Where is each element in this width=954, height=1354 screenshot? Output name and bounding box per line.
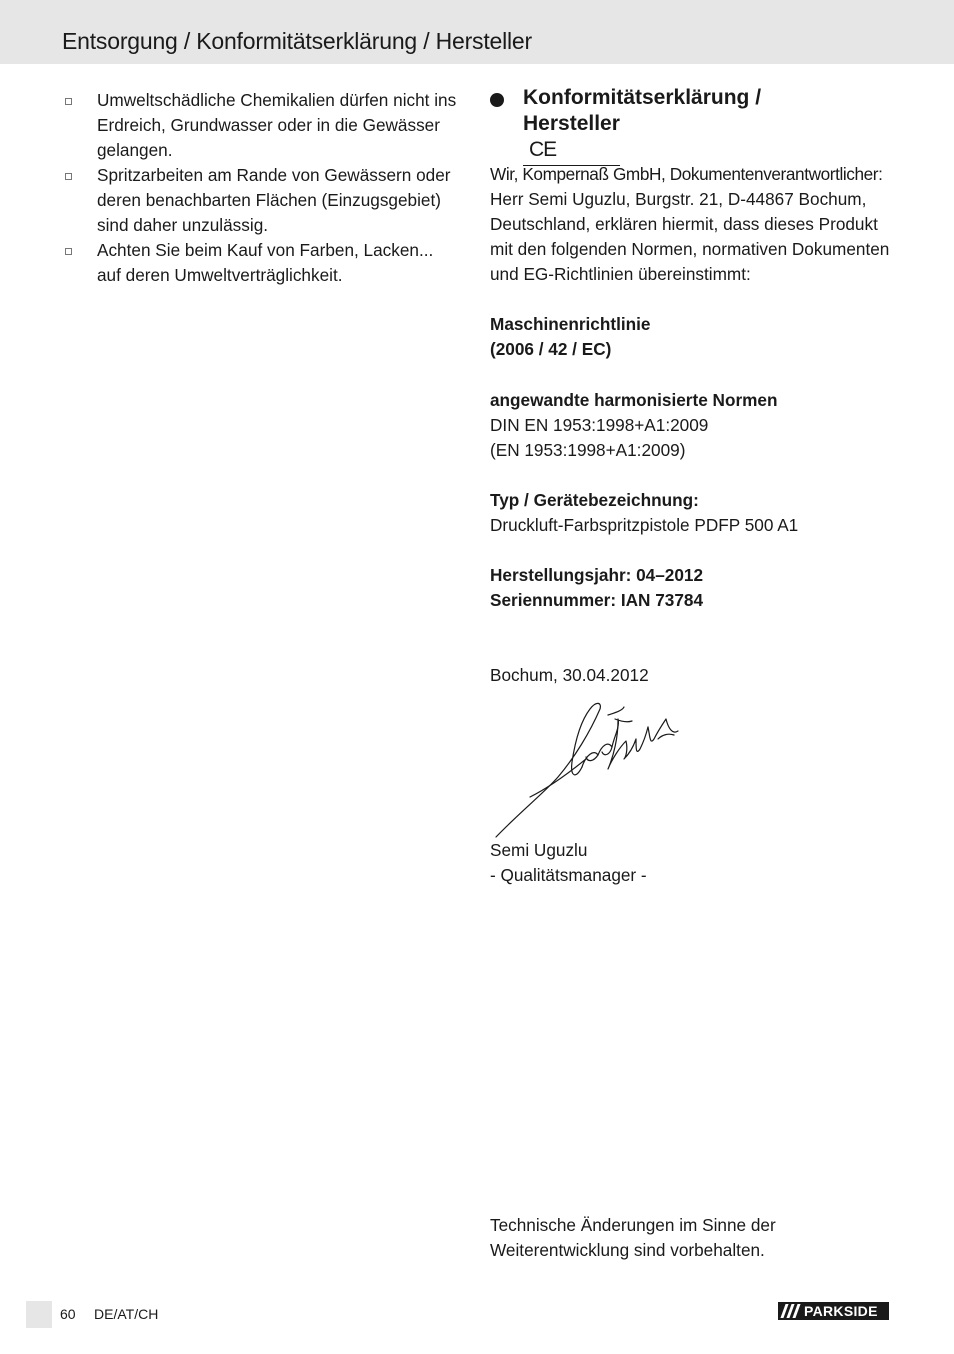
list-item-line: sind daher unzulässig. <box>97 215 269 235</box>
page-number: 60 <box>60 1306 76 1322</box>
declaration-intro <box>490 162 910 287</box>
brand-logo <box>778 1302 889 1320</box>
list-item-line: Erdreich, Grundwasser oder in die Gewässer <box>97 115 440 135</box>
intro-line: mit den folgenden Normen, normativen Dokumenten <box>490 239 890 259</box>
language-code: DE/AT/CH <box>94 1306 159 1322</box>
norms-block <box>490 388 910 463</box>
bullet-dot-icon <box>490 93 504 107</box>
directive-number: (2006 / 42 / EC) <box>490 339 612 359</box>
list-item-line: gelangen. <box>97 140 173 160</box>
brand-name: PARKSIDE <box>804 1303 878 1319</box>
disposal-list <box>62 88 462 288</box>
norm-value: (EN 1953:1998+A1:2009) <box>490 440 686 460</box>
signer-role: - Qualitätsmanager - <box>490 865 647 885</box>
directive-block <box>490 312 910 362</box>
footer-marker <box>26 1301 52 1328</box>
page-title: Entsorgung / Konformitätserklärung / Hersteller <box>62 28 532 54</box>
place-date-block <box>490 663 910 688</box>
square-bullet-icon <box>65 173 72 180</box>
production-year: Herstellungsjahr: 04–2012 <box>490 565 704 585</box>
directive-name: Maschinenrichtlinie <box>490 314 651 334</box>
disclaimer-block <box>490 1213 910 1263</box>
intro-line: Deutschland, erklären hiermit, dass dieses Produkt <box>490 214 878 234</box>
square-bullet-icon <box>65 98 72 105</box>
production-block <box>490 563 910 613</box>
list-item-line: auf deren Umweltverträglichkeit. <box>97 265 343 285</box>
list-item-line: Spritzarbeiten am Rande von Gewässern oder <box>97 165 451 185</box>
ce-mark-icon: CE <box>529 138 557 161</box>
brand-stripes-icon <box>778 1302 802 1320</box>
disposal-section <box>62 88 462 288</box>
heading-line-2 <box>523 111 620 166</box>
disclaimer-line: Technische Änderungen im Sinne der <box>490 1215 776 1235</box>
list-item-line: deren benachbarten Flächen (Einzugsgebiet) <box>97 190 441 210</box>
serial-number: Seriennummer: IAN 73784 <box>490 590 704 610</box>
signer-block <box>490 838 910 888</box>
type-block <box>490 488 910 538</box>
disclaimer-line: Weiterentwicklung sind vorbehalten. <box>490 1240 765 1260</box>
type-value: Druckluft-Farbspritzpistole PDFP 500 A1 <box>490 515 799 535</box>
list-item <box>62 88 462 163</box>
norms-label: angewandte harmonisierte Normen <box>490 390 778 410</box>
signature <box>490 697 700 842</box>
square-bullet-icon <box>65 248 72 255</box>
signer-name: Semi Uguzlu <box>490 840 588 860</box>
intro-line: Wir, Kompernaß GmbH, Dokumentenverantwortlicher: <box>490 164 883 184</box>
list-item-line: Umweltschädliche Chemikalien dürfen nicht ins <box>97 90 457 110</box>
list-item-line: Achten Sie beim Kauf von Farben, Lacken... <box>97 240 434 260</box>
norm-value: DIN EN 1953:1998+A1:2009 <box>490 415 709 435</box>
section-heading-text <box>523 85 761 166</box>
list-item <box>62 238 462 288</box>
heading-line-1: Konformitätserklärung / <box>523 86 762 109</box>
type-label: Typ / Gerätebezeichnung: <box>490 490 699 510</box>
intro-line: Herr Semi Uguzlu, Burgstr. 21, D-44867 Bochum, <box>490 189 867 209</box>
list-item <box>62 163 462 238</box>
heading-line-2-text: Hersteller <box>523 112 620 135</box>
place-date: Bochum, 30.04.2012 <box>490 665 649 685</box>
intro-line: und EG-Richtlinien übereinstimmt: <box>490 264 751 284</box>
section-heading <box>490 85 900 166</box>
